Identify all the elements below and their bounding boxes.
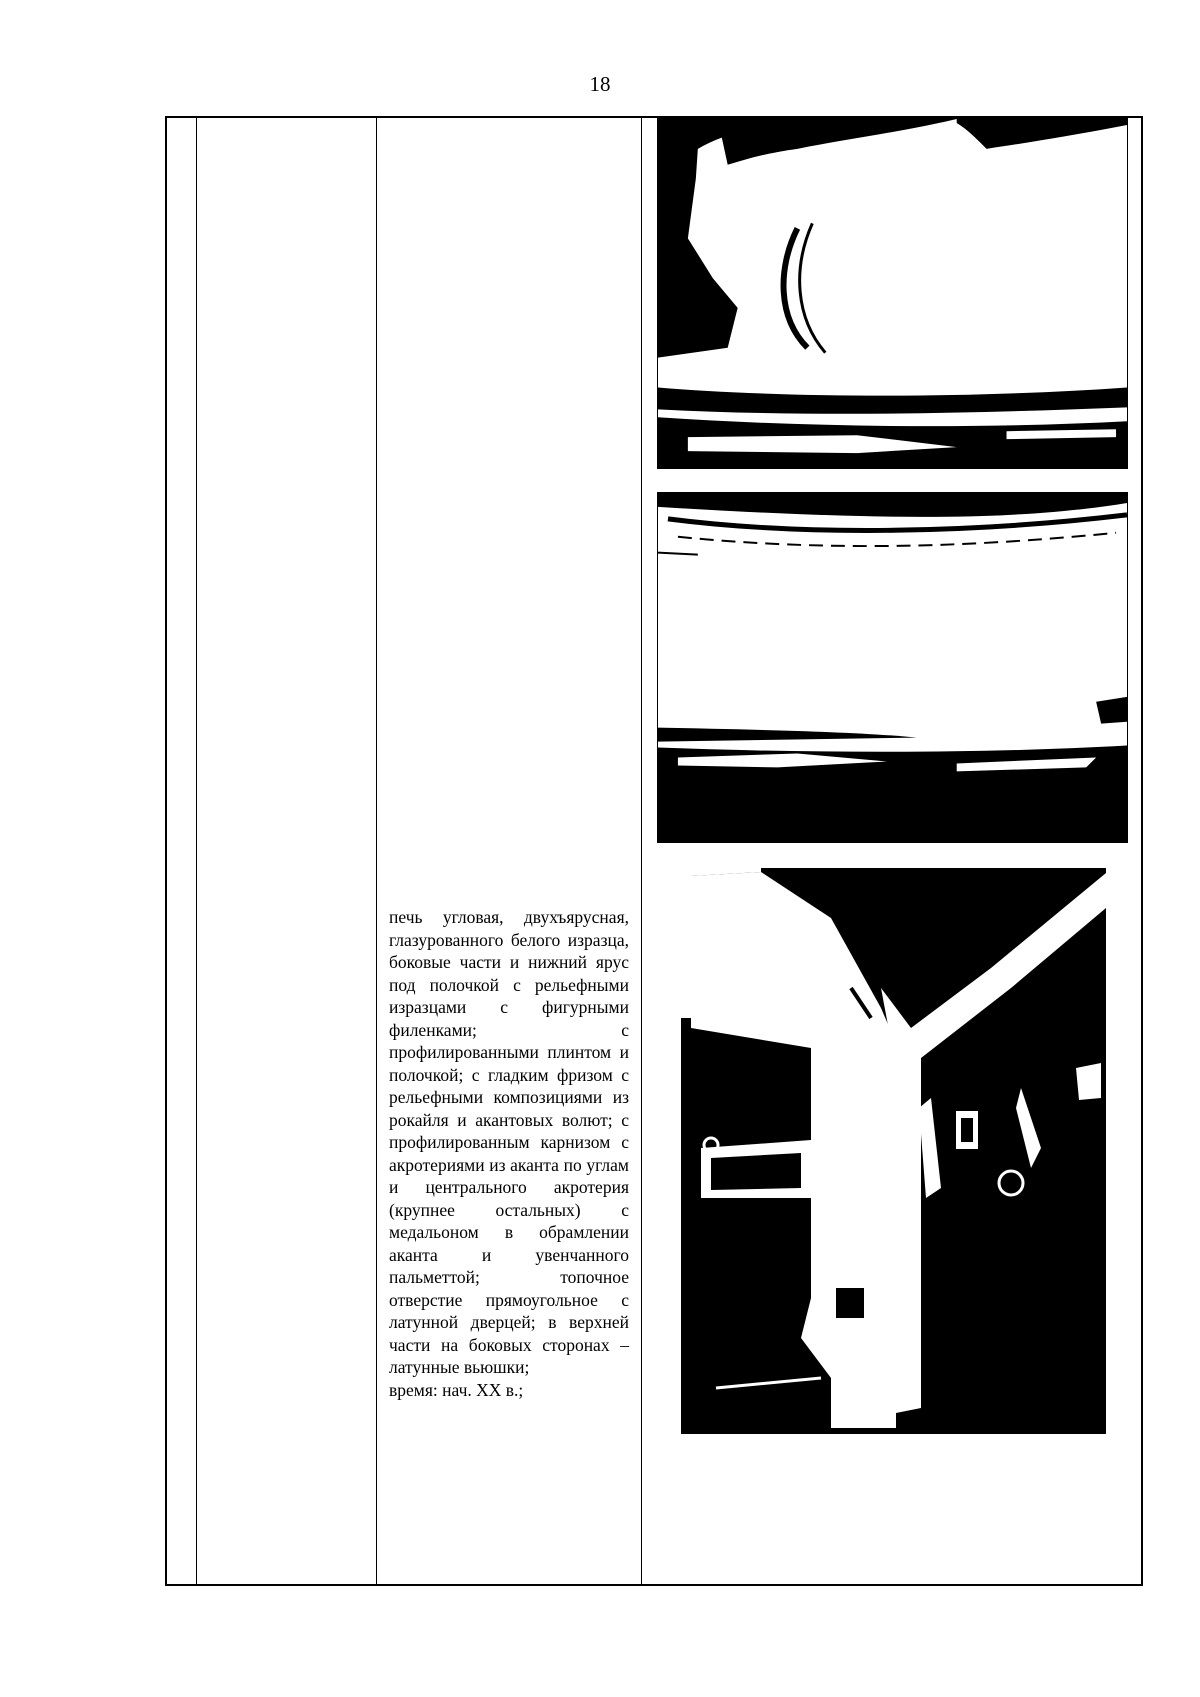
description-text: печь угловая, двухъярусная, глазурованного белого изразца, боковые части и нижний ярус под полочкой с рельефными изразцами с фигурными филенками; с профилированными плинтом и полочкой; с гладким фризом с рельефными композициями из рокайля и акантовых волют; с профилированным карнизом с акротериями из аканта по углам и центрального акротерия (крупнее остальных) с медальоном в обрамлении аканта и увенчанного пальметтой; топочное отверстие прямоугольное с латунной дверцей; в верхней части на боковых сторонах – латунные вьюшки; [389, 907, 629, 1377]
object-description [389, 906, 629, 1401]
stove-room-photo [681, 868, 1106, 1434]
column-divider-3 [641, 118, 642, 1584]
stove-room-photo-icon [681, 868, 1106, 1434]
stove-cornice-photo-icon [658, 119, 1127, 468]
stove-frieze-photo [657, 492, 1128, 843]
column-divider-1 [196, 118, 197, 1584]
stove-cornice-photo [657, 118, 1128, 469]
description-time: время: нач. XX в.; [389, 1379, 524, 1400]
stove-frieze-photo-icon [658, 493, 1127, 842]
object-table [165, 116, 1143, 1586]
column-divider-2 [376, 118, 377, 1584]
page-number: 18 [589, 72, 611, 96]
